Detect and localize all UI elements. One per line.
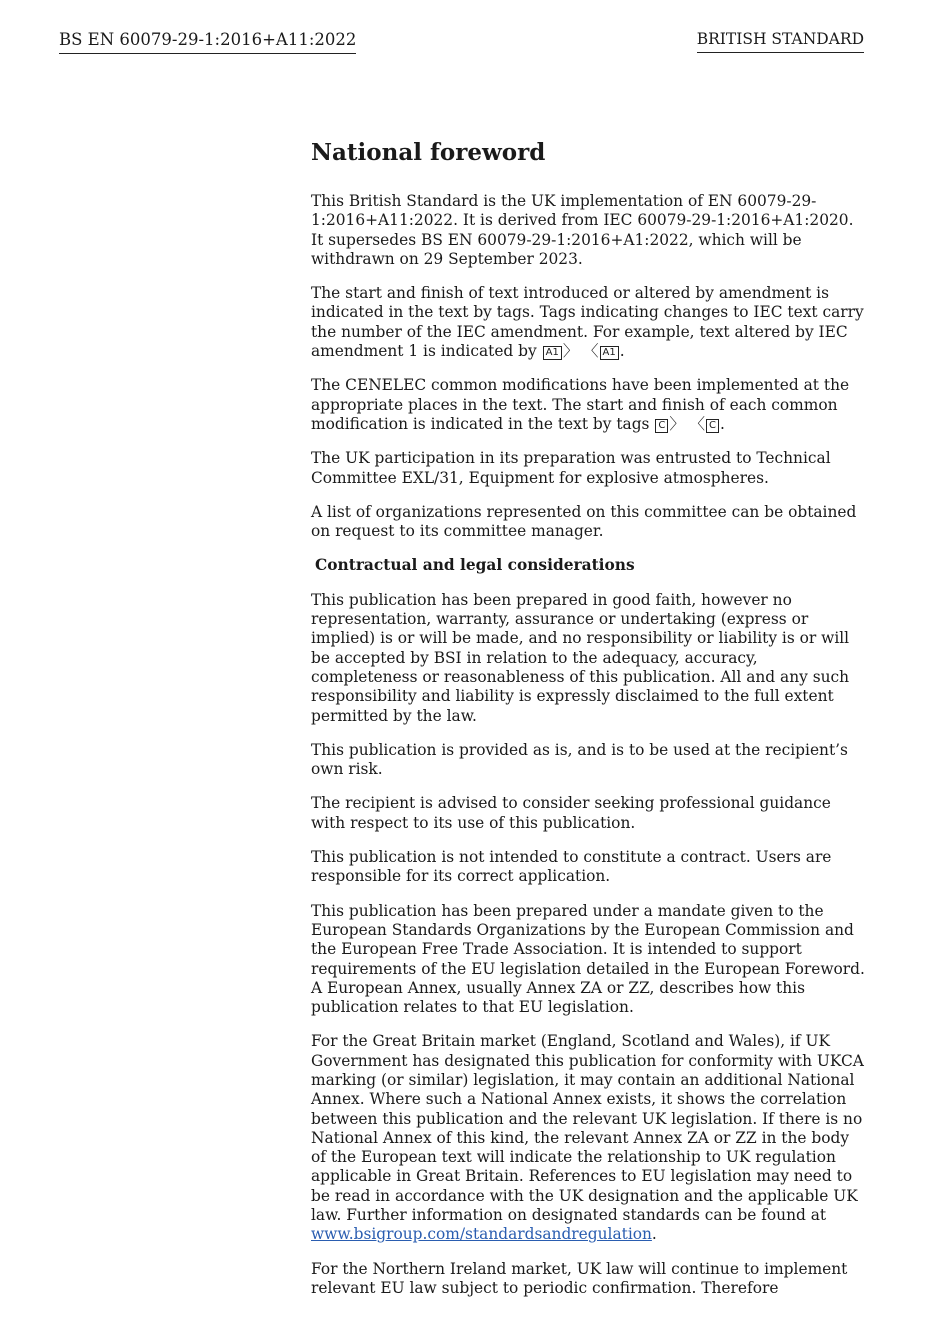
paragraph-good-faith: This publication has been prepared in good faith, however no representation, warranty, assurance or undertaking (express or implied) is or will be made, and no responsibility or liability is or will be accepted by BSI in relation to the adequacy, accuracy, completeness or reasonableness of this publication. All and any such responsibility and liability is expressly disclaimed to the full extent permitted by the law. <box>311 590 850 725</box>
cenelec-tags-text: The CENELEC common modifications have been implemented at the appropriate places in the text. The start and finish of each common modification is indicated in the text by tags <box>311 376 850 433</box>
amendment-close-tag: A1 <box>600 346 619 360</box>
great-britain-end: . <box>651 1225 657 1244</box>
header-standard-ref: BS EN 60079-29-1:2016+A11:2022 <box>59 30 356 54</box>
paragraph-great-britain <box>311 1032 866 1244</box>
paragraph-guidance: The recipient is advised to consider seeking professional guidance with respect to its use of this publication. <box>311 794 831 832</box>
cenelec-close-tag: C <box>706 419 719 433</box>
paragraph-organizations: A list of organizations represented on this committee can be obtained on request to its committee manager. <box>311 502 857 541</box>
paragraph-amendment-tags: The start and finish of text introduced or altered by amendment is indicated in the text by tags. Tags indicating changes to IEC text carry the number of the IEC amendment. For example, text altered by IEC amendment 1 is indicated by A1 〉 〈 A1 . <box>311 284 864 361</box>
header-label: BRITISH STANDARD <box>697 30 864 53</box>
paragraph-not-contract: This publication is not intended to constitute a contract. Users are responsible for its correct application. <box>311 848 832 886</box>
cenelec-tags-end: . <box>720 414 725 433</box>
foreword-body <box>311 138 866 1313</box>
paragraph-northern-ireland: For the Northern Ireland market, UK law will continue to implement relevant EU law subject to periodic confirmation. Therefore <box>311 1259 848 1297</box>
paragraph-mandate: This publication has been prepared under a mandate given to the European Standards Organizations by the European Commission and the European Free Trade Association. It is intended to support requirements of the EU legislation detailed in the European Foreword. A European Annex, usually Annex ZA or ZZ, describes how this publication relates to that EU legislation. <box>311 901 865 1017</box>
great-britain-text: For the Great Britain market (England, Scotland and Wales), if UK Government has designated this publication for conformity with UKCA marking (or similar) legislation, it may contain an additional National Annex. Where such a National Annex exists, it shows the correlation between this publication and the relevant UK legislation. If there is no National Annex of this kind, the relevant Annex ZA or ZZ in the body of the European text will indicate the relationship to UK regulation applicable in Great Britain. References to EU legislation may need to be read in accordance with the UK designation and the applicable UK law. Further information on designated standards can be found at <box>311 1032 864 1225</box>
subheading-contractual: Contractual and legal considerations <box>315 556 635 575</box>
bsigroup-link[interactable]: www.bsigroup.com/standardsandregulation <box>311 1225 652 1244</box>
paragraph-cenelec-tags: The CENELEC common modifications have been implemented at the appropriate places in the text. The start and finish of each common modification is indicated in the text by tags C 〉 〈 C . <box>311 376 850 433</box>
page-title: National foreword <box>311 139 546 166</box>
paragraph-implementation: This British Standard is the UK implementation of EN 60079-29-1:2016+A11:2022. It is derived from IEC 60079-29-1:2016+A1:2020. It supersedes BS EN 60079-29-1:2016+A1:2022, which will be withdrawn on 29 September 2023. <box>311 192 854 268</box>
amendment-tags-text: The start and finish of text introduced or altered by amendment is indicated in the text by tags. Tags indicating changes to IEC text carry the number of the IEC amendment. For example, text altered by IEC amendment 1 is indicated by <box>311 284 864 361</box>
cenelec-open-tag: C <box>655 419 668 433</box>
amendment-open-tag: A1 <box>543 346 562 360</box>
paragraph-committee: The UK participation in its preparation was entrusted to Technical Committee EXL/31, Equipment for explosive atmospheres. <box>311 449 831 487</box>
paragraph-own-risk: This publication is provided as is, and is to be used at the recipient’s own risk. <box>311 740 848 779</box>
amendment-tags-end: . <box>619 342 625 361</box>
